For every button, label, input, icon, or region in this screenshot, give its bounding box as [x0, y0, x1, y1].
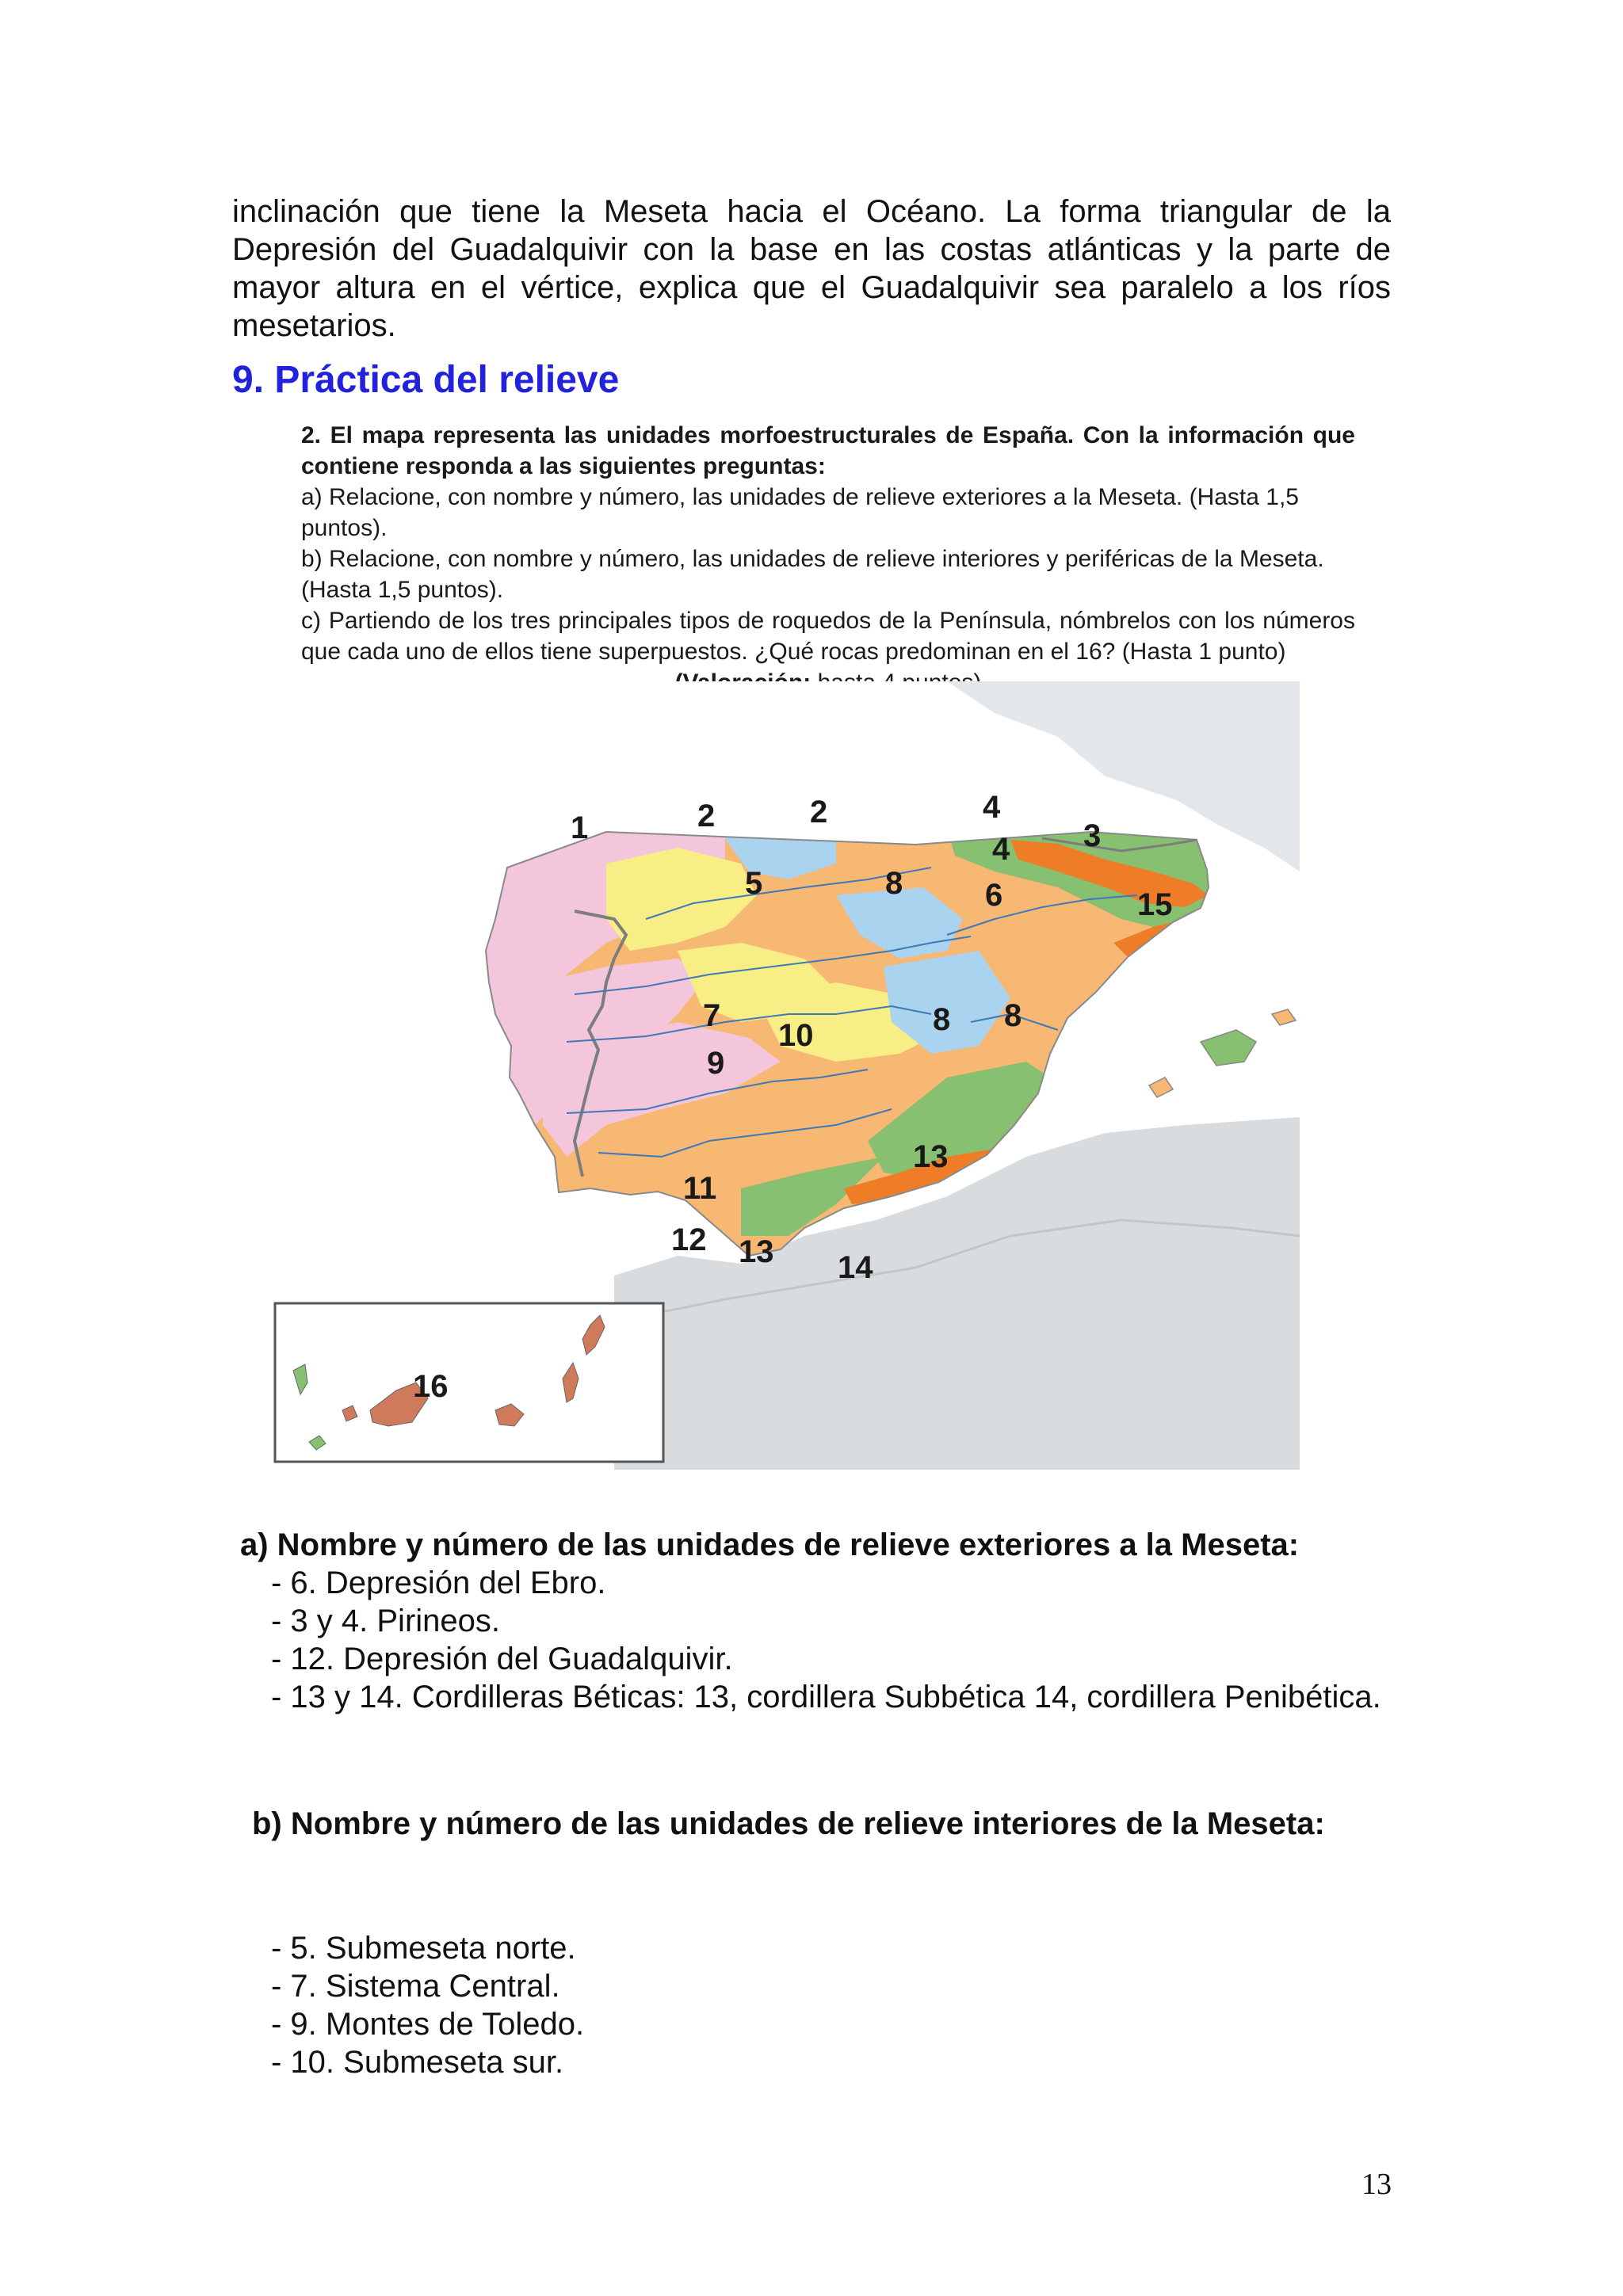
map-label-10: 10 — [778, 1018, 814, 1053]
map-label-15: 15 — [1137, 887, 1173, 922]
answer-b-heading: b) Nombre y número de las unidades de relieve interiores de la Meseta: — [252, 1806, 1325, 1841]
map-label-1: 1 — [571, 810, 589, 845]
map-label-5: 5 — [745, 866, 763, 901]
answer-b-item-2: - 7. Sistema Central. — [271, 1969, 560, 2004]
map-label-14: 14 — [838, 1250, 873, 1285]
map-label-6: 6 — [985, 878, 1003, 913]
map-label-8b: 8 — [933, 1002, 951, 1037]
answer-b-item-1: - 5. Submeseta norte. — [271, 1931, 576, 1966]
answer-b-item-3: - 9. Montes de Toledo. — [271, 2007, 585, 2042]
answer-a-item-1: - 6. Depresión del Ebro. — [271, 1566, 606, 1600]
section-title: 9. Práctica del relieve — [232, 359, 620, 401]
question-b: b) Relacione, con nombre y número, las unidades de relieve interiores y periféricas de la Meseta. — [301, 546, 1324, 572]
answer-a-item-3: - 12. Depresión del Guadalquivir. — [271, 1642, 733, 1676]
map-label-8a: 8 — [885, 866, 903, 901]
question-lead: 2. El mapa representa las unidades morfoestructurales de España. Con la información que contiene responda a las siguientes preguntas: — [301, 422, 1355, 479]
map-label-11: 11 — [683, 1171, 717, 1206]
map-label-2a: 2 — [697, 799, 716, 833]
map-label-8c: 8 — [1004, 998, 1022, 1033]
map-label-12: 12 — [671, 1222, 707, 1257]
morphostructural-map — [234, 681, 1300, 1470]
map-label-2b: 2 — [810, 795, 828, 830]
intro-paragraph: inclinación que tiene la Meseta hacia el Océano. La forma triangular de la Depresión del Guadalquivir con la base en las costas atlánticas y la parte de mayor altura en el vértice, explica que el Guadalquivir sea paralelo a los ríos mesetarios. — [232, 194, 1391, 343]
map-label-7: 7 — [703, 998, 721, 1033]
map-label-3: 3 — [1083, 818, 1102, 853]
question-c: c) Partiendo de los tres principales tipos de roquedos de la Península, nómbrelos con los números que cada uno de ellos tiene superpuestos. ¿Qué rocas predominan en el 16? (Hasta 1 punto) — [301, 608, 1355, 665]
map-label-16: 16 — [413, 1369, 449, 1404]
answer-a-heading: a) Nombre y número de las unidades de relieve exteriores a la Meseta: — [240, 1527, 1300, 1562]
exercise-question — [301, 420, 1355, 698]
question-b-points: (Hasta 1,5 puntos). — [301, 577, 504, 603]
answer-a-item-2: - 3 y 4. Pirineos. — [271, 1604, 501, 1638]
page-number: 13 — [1361, 2168, 1392, 2201]
question-a: a) Relacione, con nombre y número, las unidades de relieve exteriores a la Meseta. (Hasta 1,5 puntos). — [301, 484, 1299, 541]
map-label-13b: 13 — [739, 1234, 774, 1269]
answer-b-item-4: - 10. Submeseta sur. — [271, 2045, 564, 2080]
map-label-9: 9 — [707, 1046, 725, 1081]
answer-a-item-4: - 13 y 14. Cordilleras Béticas: 13, cordillera Subbética 14, cordillera Penibética. — [271, 1680, 1381, 1714]
map-label-4b: 4 — [992, 832, 1010, 867]
map-label-4a: 4 — [983, 790, 1001, 825]
map-label-13a: 13 — [913, 1139, 949, 1174]
